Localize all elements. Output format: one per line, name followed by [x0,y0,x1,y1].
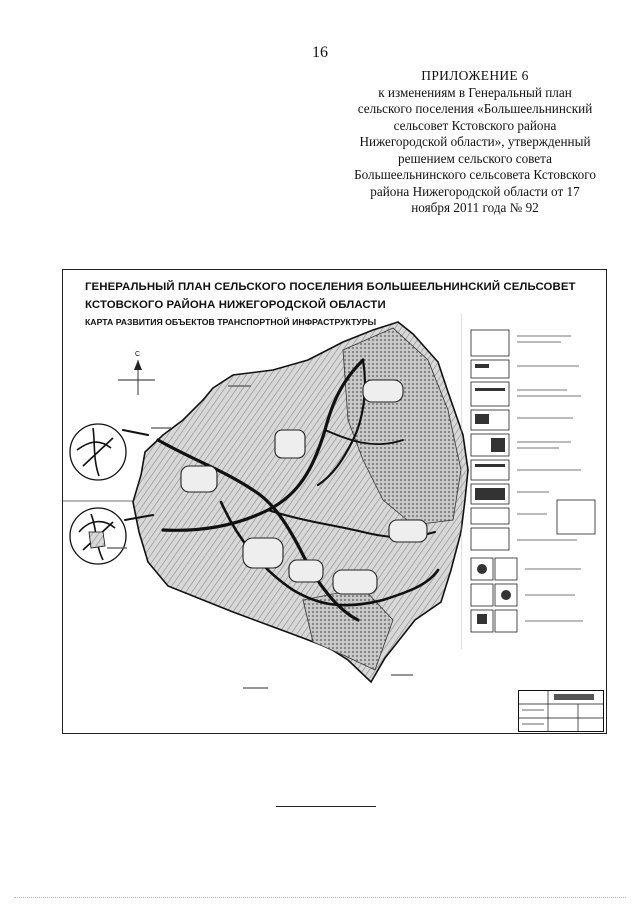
title-block [518,690,604,732]
appendix-block [340,68,610,217]
appendix-line: сельского поселения «Большеельнинский [357,101,593,116]
map-heading-line: КСТОВСКОГО РАЙОНА НИЖЕГОРОДСКОЙ ОБЛАСТИ [85,299,386,311]
appendix-line: к изменениям в Генеральный план [378,84,572,100]
page-number: 16 [312,44,328,61]
page-bottom-edge [14,897,626,898]
map-subheading: КАРТА РАЗВИТИЯ ОБЪЕКТОВ ТРАНСПОРТНОЙ ИНФРАСТРУКТУРЫ [85,317,377,327]
map-heading [85,278,576,314]
appendix-line: Большеельнинского сельсовета Кстовского [354,167,596,182]
inset-map-upper [70,424,126,480]
legend-panel [461,314,601,649]
map-frame [62,269,607,734]
appendix-line: Нижегородской области», утвержденный [359,134,591,149]
appendix-line: ноября 2011 года № 92 [411,200,539,215]
map-heading-line: ГЕНЕРАЛЬНЫЙ ПЛАН СЕЛЬСКОГО ПОСЕЛЕНИЯ БОЛЬШЕЕЛЬНИНСКИЙ СЕЛЬСОВЕТ [85,281,576,293]
footnote-rule [276,806,376,807]
north-label: С [135,351,141,358]
appendix-title: ПРИЛОЖЕНИЕ 6 [421,68,529,83]
inset-map-lower [70,508,126,564]
appendix-line: решением сельского совета [398,150,552,166]
north-arrow-icon [118,360,155,395]
appendix-line: района Нижегородской области от 17 [370,183,580,199]
appendix-line: сельсовет Кстовского района [393,117,557,133]
